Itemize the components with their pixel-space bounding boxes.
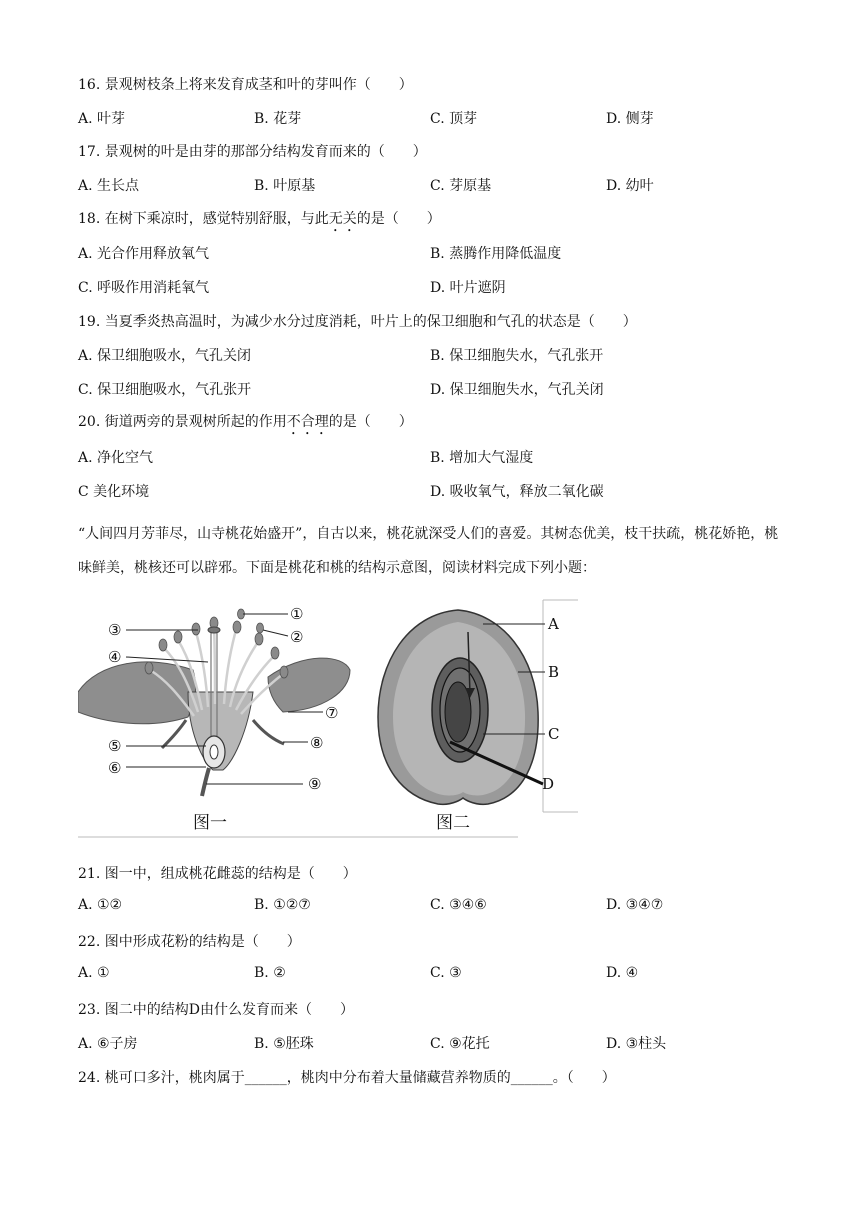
q20-option-d[interactable]: D. 吸收氧气，释放二氧化碳 — [430, 484, 604, 500]
question-17-stem: 17. 景观树的叶是由芽的那部分结构发育而来的（ ） — [78, 144, 427, 160]
question-23-stem: 23. 图二中的结构D由什么发育而来（ ） — [78, 1002, 354, 1018]
fig1-label-8: ⑧ — [310, 734, 324, 752]
fig1-label-6: ⑥ — [108, 759, 122, 777]
figure-svg — [78, 592, 580, 838]
reading-passage: “人间四月芳菲尽，山寺桃花始盛开”，自古以来，桃花就深受人们的喜爱。其树态优美，枝干扶疏，桃花娇艳，桃味鲜美，桃核还可以辟邪。下面是桃花和桃的结构示意图，阅读材料完成下列小题： — [78, 526, 779, 576]
q20-option-a[interactable]: A. 净化空气 — [78, 450, 154, 466]
q23-option-c[interactable]: C. ⑨花托 — [430, 1036, 490, 1052]
q18-option-d[interactable]: D. 叶片遮阴 — [430, 280, 506, 296]
q16-option-b[interactable]: B. 花芽 — [254, 111, 302, 127]
fig2-caption: 图二 — [436, 813, 470, 833]
q18-option-c[interactable]: C. 呼吸作用消耗氧气 — [78, 280, 210, 296]
q22-option-c[interactable]: C. ③ — [430, 965, 462, 981]
q19-option-c[interactable]: C. 保卫细胞吸水，气孔张开 — [78, 382, 252, 398]
q17-option-c[interactable]: C. 芽原基 — [430, 178, 492, 194]
q23-option-d[interactable]: D. ③柱头 — [606, 1036, 667, 1052]
q17-option-d[interactable]: D. 幼叶 — [606, 178, 654, 194]
emphasis-text: 无关 — [328, 211, 357, 227]
fig1-label-2: ② — [290, 628, 304, 646]
fig2-label-c: C — [548, 725, 560, 743]
fig1-caption: 图一 — [193, 813, 227, 833]
fig1-label-9: ⑨ — [308, 775, 322, 793]
q22-option-d[interactable]: D. ④ — [606, 965, 639, 981]
fig1-label-7: ⑦ — [325, 704, 339, 722]
q19-option-a[interactable]: A. 保卫细胞吸水，气孔关闭 — [78, 348, 252, 364]
question-18-stem: 18. 在树下乘凉时，感觉特别舒服，与此无关的是（ ） — [78, 211, 441, 227]
q19-option-d[interactable]: D. 保卫细胞失水，气孔关闭 — [430, 382, 604, 398]
q21-option-d[interactable]: D. ③④⑦ — [606, 897, 664, 913]
question-20-stem: 20. 街道两旁的景观树所起的作用不合理的是（ ） — [78, 414, 413, 430]
fig2-label-a: A — [548, 615, 559, 633]
question-21-stem: 21. 图一中，组成桃花雌蕊的结构是（ ） — [78, 866, 357, 882]
q18-option-a[interactable]: A. 光合作用释放氧气 — [78, 246, 210, 262]
q20-option-b[interactable]: B. 增加大气湿度 — [430, 450, 534, 466]
fig2-label-d: D — [542, 775, 555, 793]
q20-option-c[interactable]: C 美化环境 — [78, 484, 150, 500]
fig1-label-4: ④ — [108, 648, 122, 666]
q22-option-a[interactable]: A. ① — [78, 965, 110, 981]
fig1-label-3: ③ — [108, 621, 122, 639]
q19-option-b[interactable]: B. 保卫细胞失水，气孔张开 — [430, 348, 604, 364]
q23-option-a[interactable]: A. ⑥子房 — [78, 1036, 138, 1052]
fig2-label-b: B — [548, 663, 560, 681]
q18-option-b[interactable]: B. 蒸腾作用降低温度 — [430, 246, 562, 262]
q16-option-c[interactable]: C. 顶芽 — [430, 111, 478, 127]
fig1-label-5: ⑤ — [108, 737, 122, 755]
q21-option-c[interactable]: C. ③④⑥ — [430, 897, 487, 913]
q16-option-a[interactable]: A. 叶芽 — [78, 111, 126, 127]
q23-option-b[interactable]: B. ⑤胚珠 — [254, 1036, 314, 1052]
question-16-stem: 16. 景观树枝条上将来发育成茎和叶的芽叫作（ ） — [78, 77, 413, 93]
question-24-stem: 24. 桃可口多汁，桃肉属于______，桃肉中分布着大量储藏营养物质的______。（ ） — [78, 1070, 616, 1086]
peach-structure-figure — [78, 592, 580, 838]
q17-option-b[interactable]: B. 叶原基 — [254, 178, 316, 194]
q21-option-b[interactable]: B. ①②⑦ — [254, 897, 311, 913]
fig1-label-1: ① — [290, 605, 304, 623]
q16-option-d[interactable]: D. 侧芽 — [606, 111, 654, 127]
q22-option-b[interactable]: B. ② — [254, 965, 286, 981]
q17-option-a[interactable]: A. 生长点 — [78, 178, 140, 194]
question-22-stem: 22. 图中形成花粉的结构是（ ） — [78, 934, 301, 950]
question-19-stem: 19. 当夏季炎热高温时，为减少水分过度消耗，叶片上的保卫细胞和气孔的状态是（ ） — [78, 314, 637, 330]
q21-option-a[interactable]: A. ①② — [78, 897, 123, 913]
emphasis-text: 不合理 — [286, 414, 329, 430]
